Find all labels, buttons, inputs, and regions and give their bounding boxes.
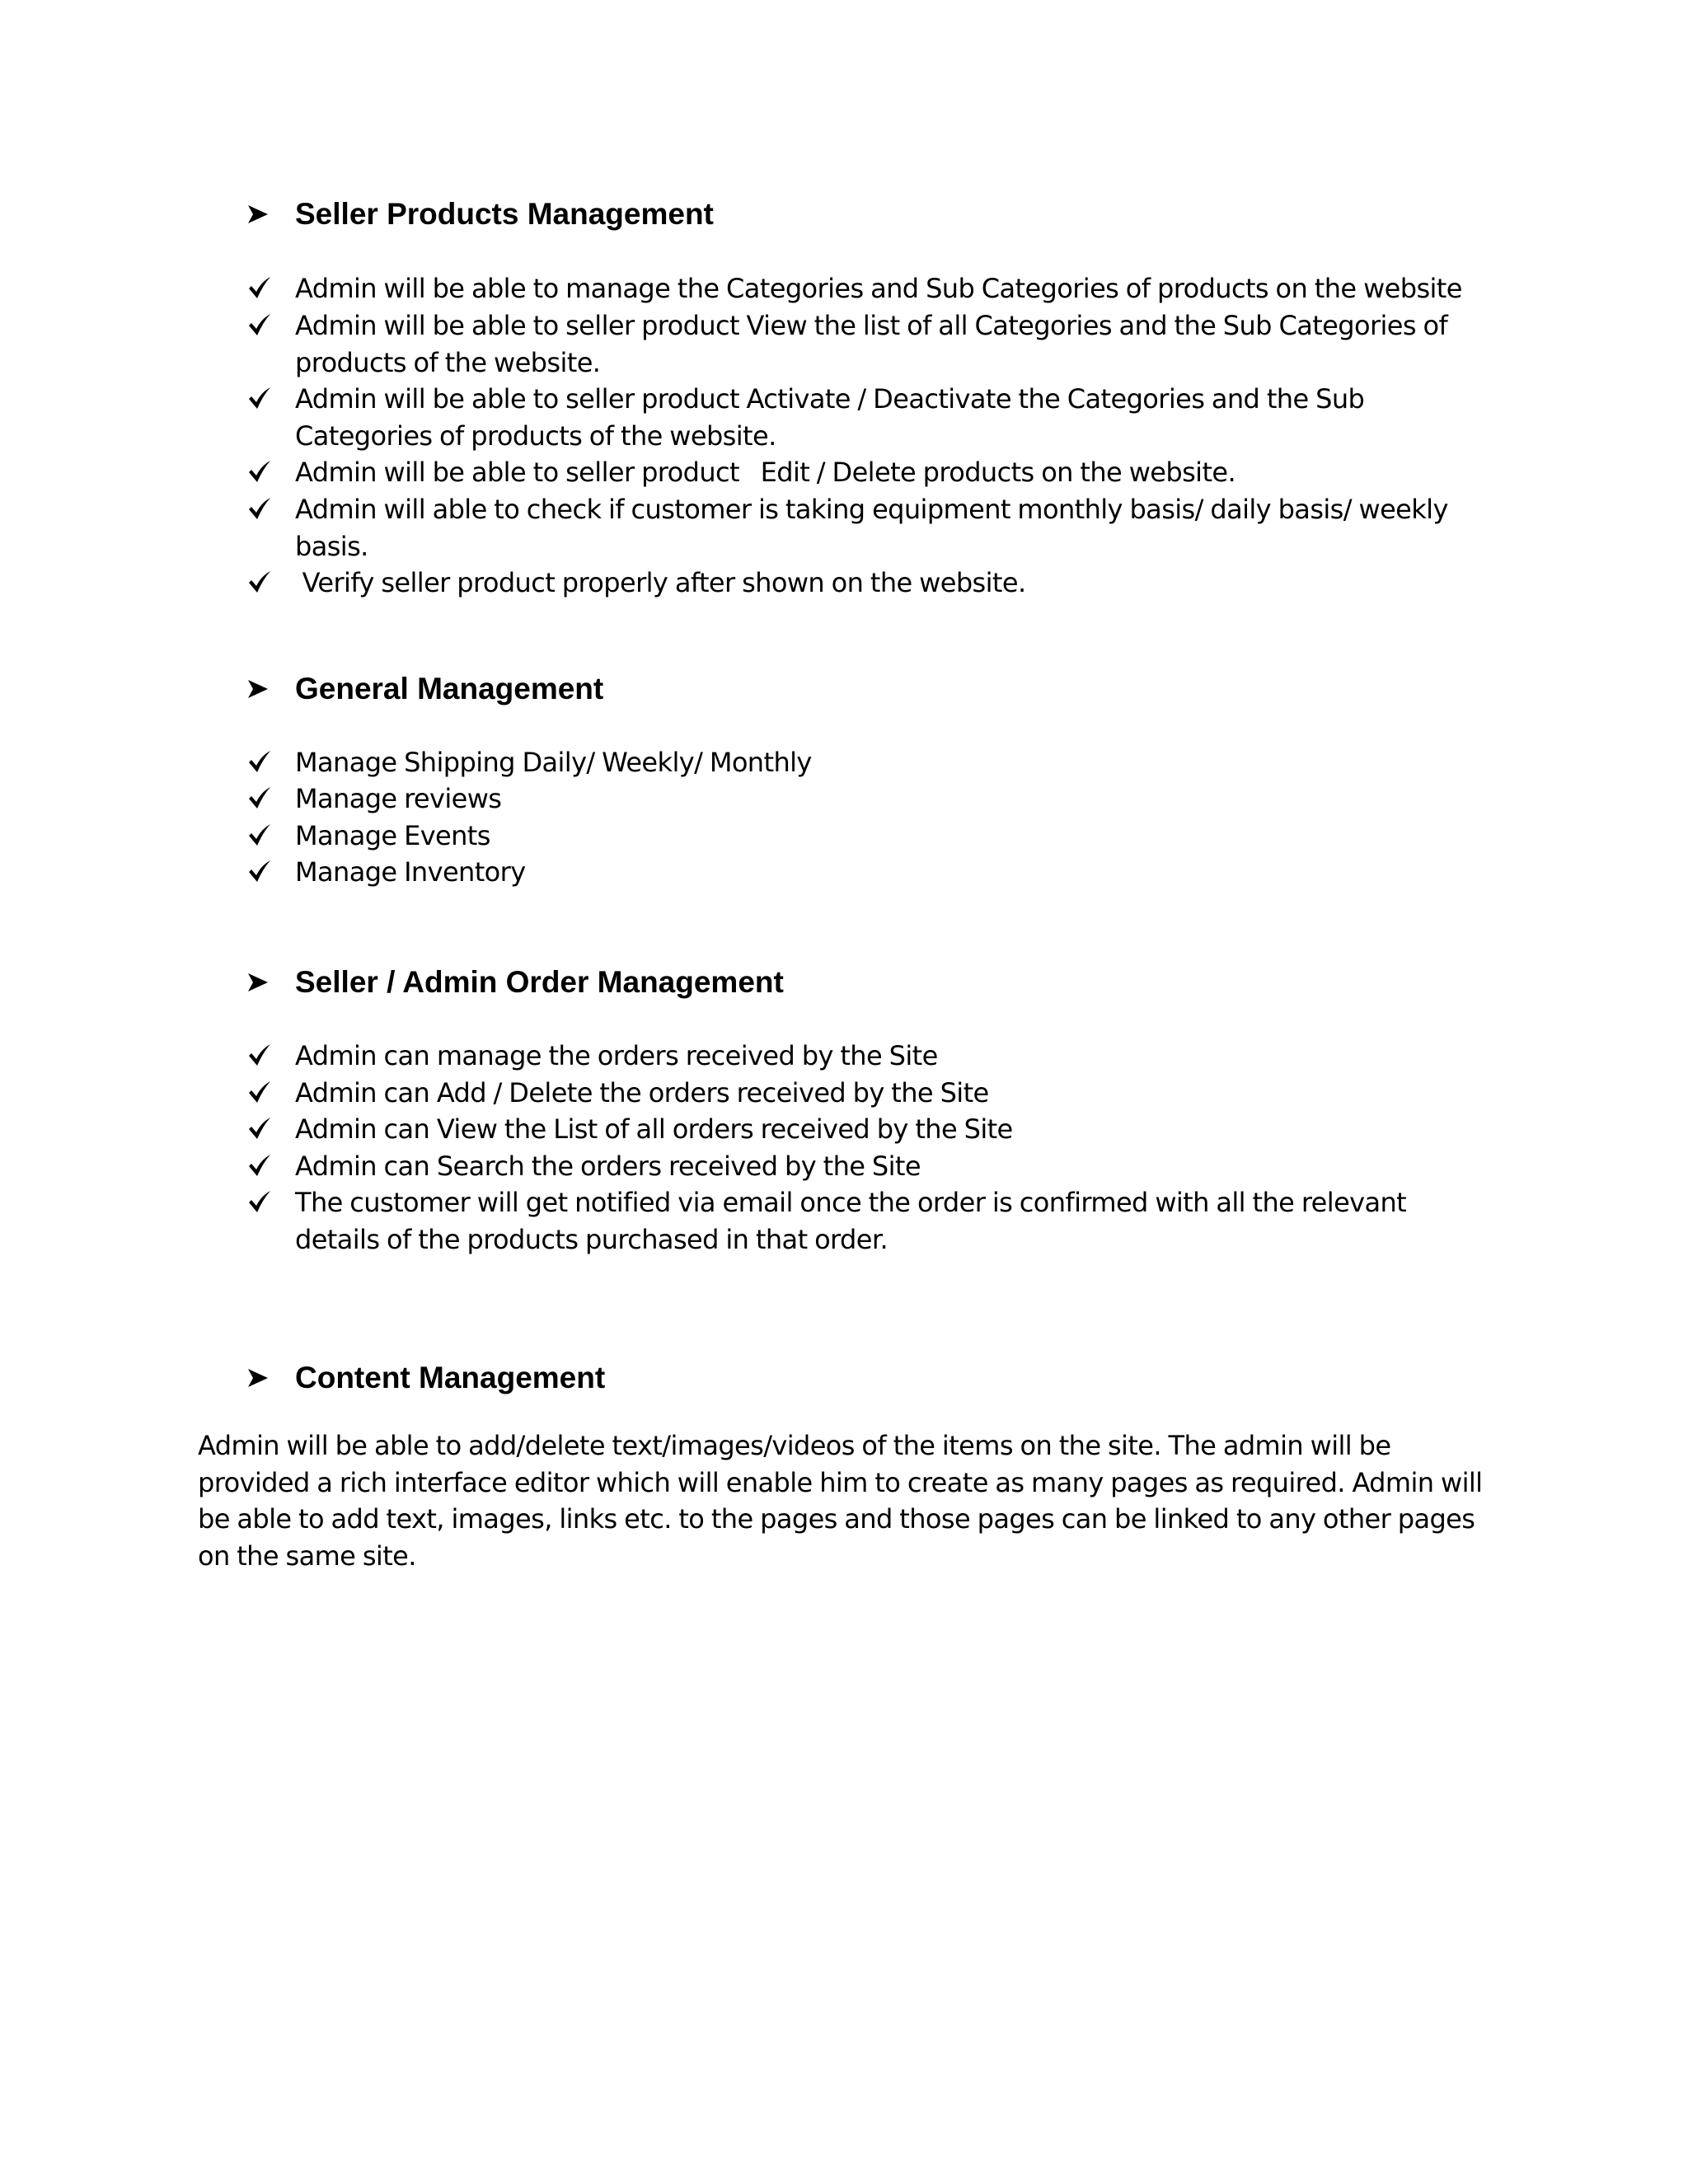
checkmark-icon (247, 1116, 272, 1141)
list-item-text: Manage reviews (295, 783, 502, 814)
checkmark-icon (247, 312, 272, 337)
heading-text: Seller Products Management (295, 197, 714, 231)
heading-text: Content Management (295, 1361, 606, 1394)
checkmark-icon (247, 749, 272, 774)
checkmark-icon (247, 569, 272, 594)
checkmark-icon (247, 1080, 272, 1104)
content-paragraph: Admin will be able to add/delete text/images/videos of the items on the site. The admin will be provided a rich interface editor which will enable him to create as many pages as required. Admin will be able to add text, images, links etc. to the pages and those pages can be linked to any other pages on the same site. (198, 1430, 1483, 1572)
list-item-text: Admin can Add / Delete the orders received by the Site (295, 1077, 989, 1108)
checkmark-icon (247, 1043, 272, 1067)
list-item-text: Admin will be able to seller product View the list of all Categories and the Sub Categories of products of the website. (295, 310, 1448, 378)
list-item-text: Admin will able to check if customer is taking equipment monthly basis/ daily basis/ weekly basis. (295, 494, 1448, 562)
checkmark-icon (247, 1189, 272, 1214)
list-item-text: Admin will be able to seller product Edit / Delete products on the website. (295, 457, 1236, 488)
list-item-text: Admin will be able to seller product Activate / Deactivate the Categories and the Sub Categories of products of the website. (295, 383, 1365, 452)
arrow-bullet-icon (247, 1355, 297, 1401)
checkmark-icon (247, 785, 272, 810)
heading-text: Seller / Admin Order Management (295, 965, 784, 999)
checkmark-icon (247, 859, 272, 883)
heading-text: General Management (295, 672, 604, 705)
checkmark-icon (247, 1153, 272, 1178)
arrow-bullet-icon (247, 666, 297, 712)
checkmark-icon (247, 459, 272, 484)
list-item-text: Manage Shipping Daily/ Weekly/ Monthly (295, 747, 812, 778)
list-item-text: Verify seller product properly after shown on the website. (295, 567, 1026, 598)
list-item-text: Admin can Search the orders received by the Site (295, 1151, 921, 1182)
list-item-text: Manage Inventory (295, 856, 526, 888)
arrow-bullet-icon (247, 959, 297, 1005)
list-item-text: Admin can View the List of all orders received by the Site (295, 1113, 1013, 1145)
arrow-bullet-icon (247, 191, 297, 237)
checkmark-icon (247, 386, 272, 410)
checkmark-icon (247, 275, 272, 300)
list-item-text: The customer will get notified via email once the order is confirmed with all the relevant details of the products purchased in that order. (295, 1187, 1407, 1255)
list-item-text: Manage Events (295, 820, 490, 851)
list-item-text: Admin will be able to manage the Categories and Sub Categories of products on the website (295, 273, 1462, 304)
checkmark-icon (247, 496, 272, 521)
checkmark-icon (247, 823, 272, 847)
list-item-text: Admin can manage the orders received by the Site (295, 1040, 938, 1071)
